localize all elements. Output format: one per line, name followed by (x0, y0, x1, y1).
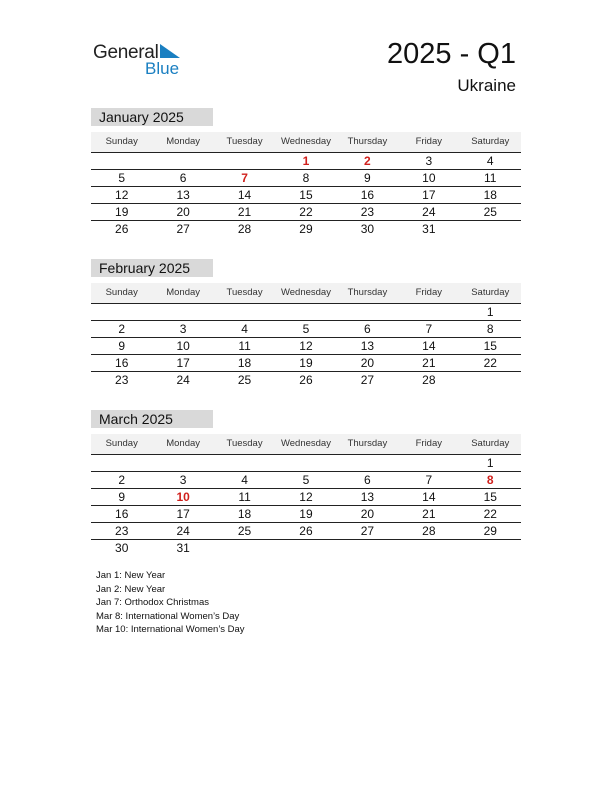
day-cell: 4 (241, 473, 248, 487)
day-cell: 11 (238, 490, 251, 504)
day-cell: 18 (237, 356, 252, 370)
day-cell: 1 (486, 456, 494, 470)
week-row (91, 187, 521, 204)
day-cell: 27 (360, 524, 375, 538)
holiday-list (96, 569, 245, 637)
weekday-label: Saturday (471, 287, 510, 298)
holiday-day-cell: 1 (302, 154, 310, 168)
weekday-label: Thursday (347, 287, 388, 298)
weekday-label: Wednesday (280, 438, 331, 449)
day-cell: 5 (118, 171, 126, 185)
logo-blue-text: Blue (145, 59, 180, 78)
day-cell: 21 (422, 356, 436, 370)
holiday-day-cell: 2 (364, 154, 371, 168)
week-row (91, 455, 521, 472)
day-cell (275, 540, 336, 556)
day-cell: 13 (360, 490, 375, 504)
day-cell: 21 (422, 507, 436, 521)
day-cell (398, 455, 459, 471)
week-row (91, 506, 521, 523)
week-row (91, 338, 521, 355)
day-cell: 16 (115, 507, 129, 521)
weekday-label: Thursday (347, 136, 388, 147)
day-cell (91, 304, 152, 320)
day-cell: 24 (176, 373, 190, 387)
page-title: 2025 - Q1 (387, 38, 516, 70)
weekday-label: Tuesday (226, 287, 263, 298)
day-cell (337, 455, 398, 471)
day-cell: 22 (483, 356, 497, 370)
month-february (91, 259, 521, 388)
week-row (91, 204, 521, 221)
day-cell: 30 (115, 541, 129, 555)
day-cell: 13 (176, 188, 190, 202)
day-cell: 25 (237, 524, 252, 538)
weekday-label: Monday (166, 287, 201, 298)
day-cell: 15 (483, 490, 497, 504)
day-cell: 23 (115, 524, 129, 538)
day-cell: 18 (483, 188, 497, 202)
day-cell: 27 (176, 222, 190, 236)
day-cell (214, 304, 275, 320)
day-cell: 16 (115, 356, 129, 370)
day-cell (152, 304, 213, 320)
day-cell: 4 (241, 322, 248, 336)
holiday-entry: Mar 8: International Women’s Day (96, 610, 240, 622)
day-cell: 28 (237, 222, 252, 236)
day-cell: 3 (179, 322, 187, 336)
day-cell: 21 (237, 205, 252, 219)
day-cell: 6 (364, 322, 371, 336)
day-cell: 18 (237, 507, 252, 521)
day-cell: 17 (422, 188, 436, 202)
day-cell (214, 153, 275, 169)
day-cell: 23 (115, 373, 129, 387)
day-cell: 12 (299, 490, 313, 504)
holiday-entry: Jan 1: New Year (96, 570, 166, 581)
weekday-label: Friday (415, 438, 443, 449)
day-cell: 9 (118, 490, 126, 504)
weekday-label: Tuesday (226, 438, 263, 449)
logo-triangle-icon (160, 44, 180, 60)
day-cell: 3 (179, 473, 187, 487)
day-cell (460, 540, 521, 556)
day-cell: 31 (422, 222, 436, 236)
day-cell: 20 (360, 507, 375, 521)
week-row (91, 489, 521, 506)
day-cell: 29 (483, 524, 497, 538)
weekday-label: Sunday (105, 136, 138, 147)
day-cell (460, 221, 521, 237)
day-cell: 5 (302, 322, 310, 336)
day-cell (275, 304, 336, 320)
holiday-day-cell: 10 (176, 490, 190, 504)
day-cell: 28 (422, 524, 436, 538)
week-row (91, 153, 521, 170)
weekday-header-row (91, 132, 521, 153)
day-cell: 6 (364, 473, 371, 487)
weekday-label: Wednesday (280, 136, 331, 147)
day-cell: 15 (299, 188, 313, 202)
month-name: January 2025 (91, 108, 213, 126)
day-cell: 2 (118, 322, 126, 336)
weekday-label: Wednesday (280, 287, 331, 298)
day-cell (460, 372, 521, 388)
day-cell: 25 (483, 205, 497, 219)
day-cell: 2 (118, 473, 126, 487)
day-cell: 16 (360, 188, 375, 202)
day-cell: 24 (422, 205, 436, 219)
day-cell (214, 455, 275, 471)
day-cell: 19 (115, 205, 129, 219)
day-cell (152, 455, 213, 471)
day-cell: 28 (422, 373, 436, 387)
day-cell: 30 (360, 222, 375, 236)
holiday-entry: Mar 10: International Women’s Day (96, 624, 245, 635)
weekday-label: Monday (166, 136, 201, 147)
week-row (91, 540, 521, 556)
day-cell: 5 (302, 473, 310, 487)
weekday-label: Friday (415, 136, 443, 147)
day-cell: 20 (360, 356, 375, 370)
country-label: Ukraine (457, 76, 516, 95)
day-cell: 10 (176, 339, 190, 353)
weekday-label: Friday (415, 287, 443, 298)
week-row (91, 372, 521, 388)
day-cell (91, 153, 152, 169)
day-cell: 8 (302, 171, 310, 185)
weekday-header-row (91, 434, 521, 455)
day-cell: 11 (484, 171, 497, 185)
day-cell: 26 (299, 373, 313, 387)
day-cell: 19 (299, 356, 313, 370)
day-cell: 15 (483, 339, 497, 353)
month-march (91, 410, 521, 556)
day-cell: 4 (486, 154, 494, 168)
month-name: February 2025 (91, 259, 213, 277)
weekday-label: Sunday (105, 438, 138, 449)
weekday-header-row (91, 283, 521, 304)
day-cell: 22 (299, 205, 313, 219)
day-cell: 26 (299, 524, 313, 538)
day-cell: 3 (425, 154, 433, 168)
week-row (91, 321, 521, 338)
week-row (91, 170, 521, 187)
weekday-label: Sunday (105, 287, 138, 298)
weekday-label: Saturday (471, 438, 510, 449)
day-cell: 7 (425, 473, 433, 487)
day-cell: 7 (425, 322, 433, 336)
day-cell (398, 304, 459, 320)
holiday-entry: Jan 7: Orthodox Christmas (96, 597, 209, 608)
logo (93, 40, 193, 80)
day-cell: 11 (238, 339, 251, 353)
weekday-label: Thursday (347, 438, 388, 449)
week-row (91, 472, 521, 489)
month-name: March 2025 (91, 410, 213, 428)
day-cell: 23 (360, 205, 375, 219)
day-cell (275, 455, 336, 471)
week-row (91, 355, 521, 372)
day-cell (91, 455, 152, 471)
day-cell: 6 (179, 171, 187, 185)
day-cell: 20 (176, 205, 190, 219)
day-cell (337, 540, 398, 556)
day-cell: 1 (486, 305, 494, 319)
logo-general-text: General (93, 42, 159, 63)
day-cell: 14 (237, 188, 252, 202)
day-cell: 27 (360, 373, 375, 387)
day-cell: 25 (237, 373, 252, 387)
day-cell (337, 304, 398, 320)
day-cell: 9 (364, 171, 371, 185)
holiday-day-cell: 8 (486, 473, 494, 487)
day-cell (398, 540, 459, 556)
day-cell: 17 (176, 356, 190, 370)
month-january (91, 108, 521, 237)
day-cell: 14 (422, 339, 436, 353)
day-cell: 9 (118, 339, 126, 353)
day-cell: 26 (115, 222, 129, 236)
week-row (91, 523, 521, 540)
day-cell: 12 (115, 188, 129, 202)
day-cell: 17 (176, 507, 190, 521)
weekday-label: Tuesday (226, 136, 263, 147)
day-cell: 10 (422, 171, 436, 185)
week-row (91, 221, 521, 237)
weekday-label: Saturday (471, 136, 510, 147)
day-cell: 29 (299, 222, 313, 236)
day-cell: 31 (176, 541, 190, 555)
day-cell: 19 (299, 507, 313, 521)
holiday-entry: Jan 2: New Year (96, 583, 166, 595)
holiday-day-cell: 7 (241, 171, 248, 185)
day-cell: 14 (422, 490, 436, 504)
day-cell: 12 (299, 339, 313, 353)
weekday-label: Monday (166, 438, 201, 449)
day-cell: 8 (486, 322, 494, 336)
day-cell (152, 153, 213, 169)
day-cell (214, 540, 275, 556)
day-cell: 13 (360, 339, 375, 353)
day-cell: 24 (176, 524, 190, 538)
week-row (91, 304, 521, 321)
day-cell: 22 (483, 507, 497, 521)
